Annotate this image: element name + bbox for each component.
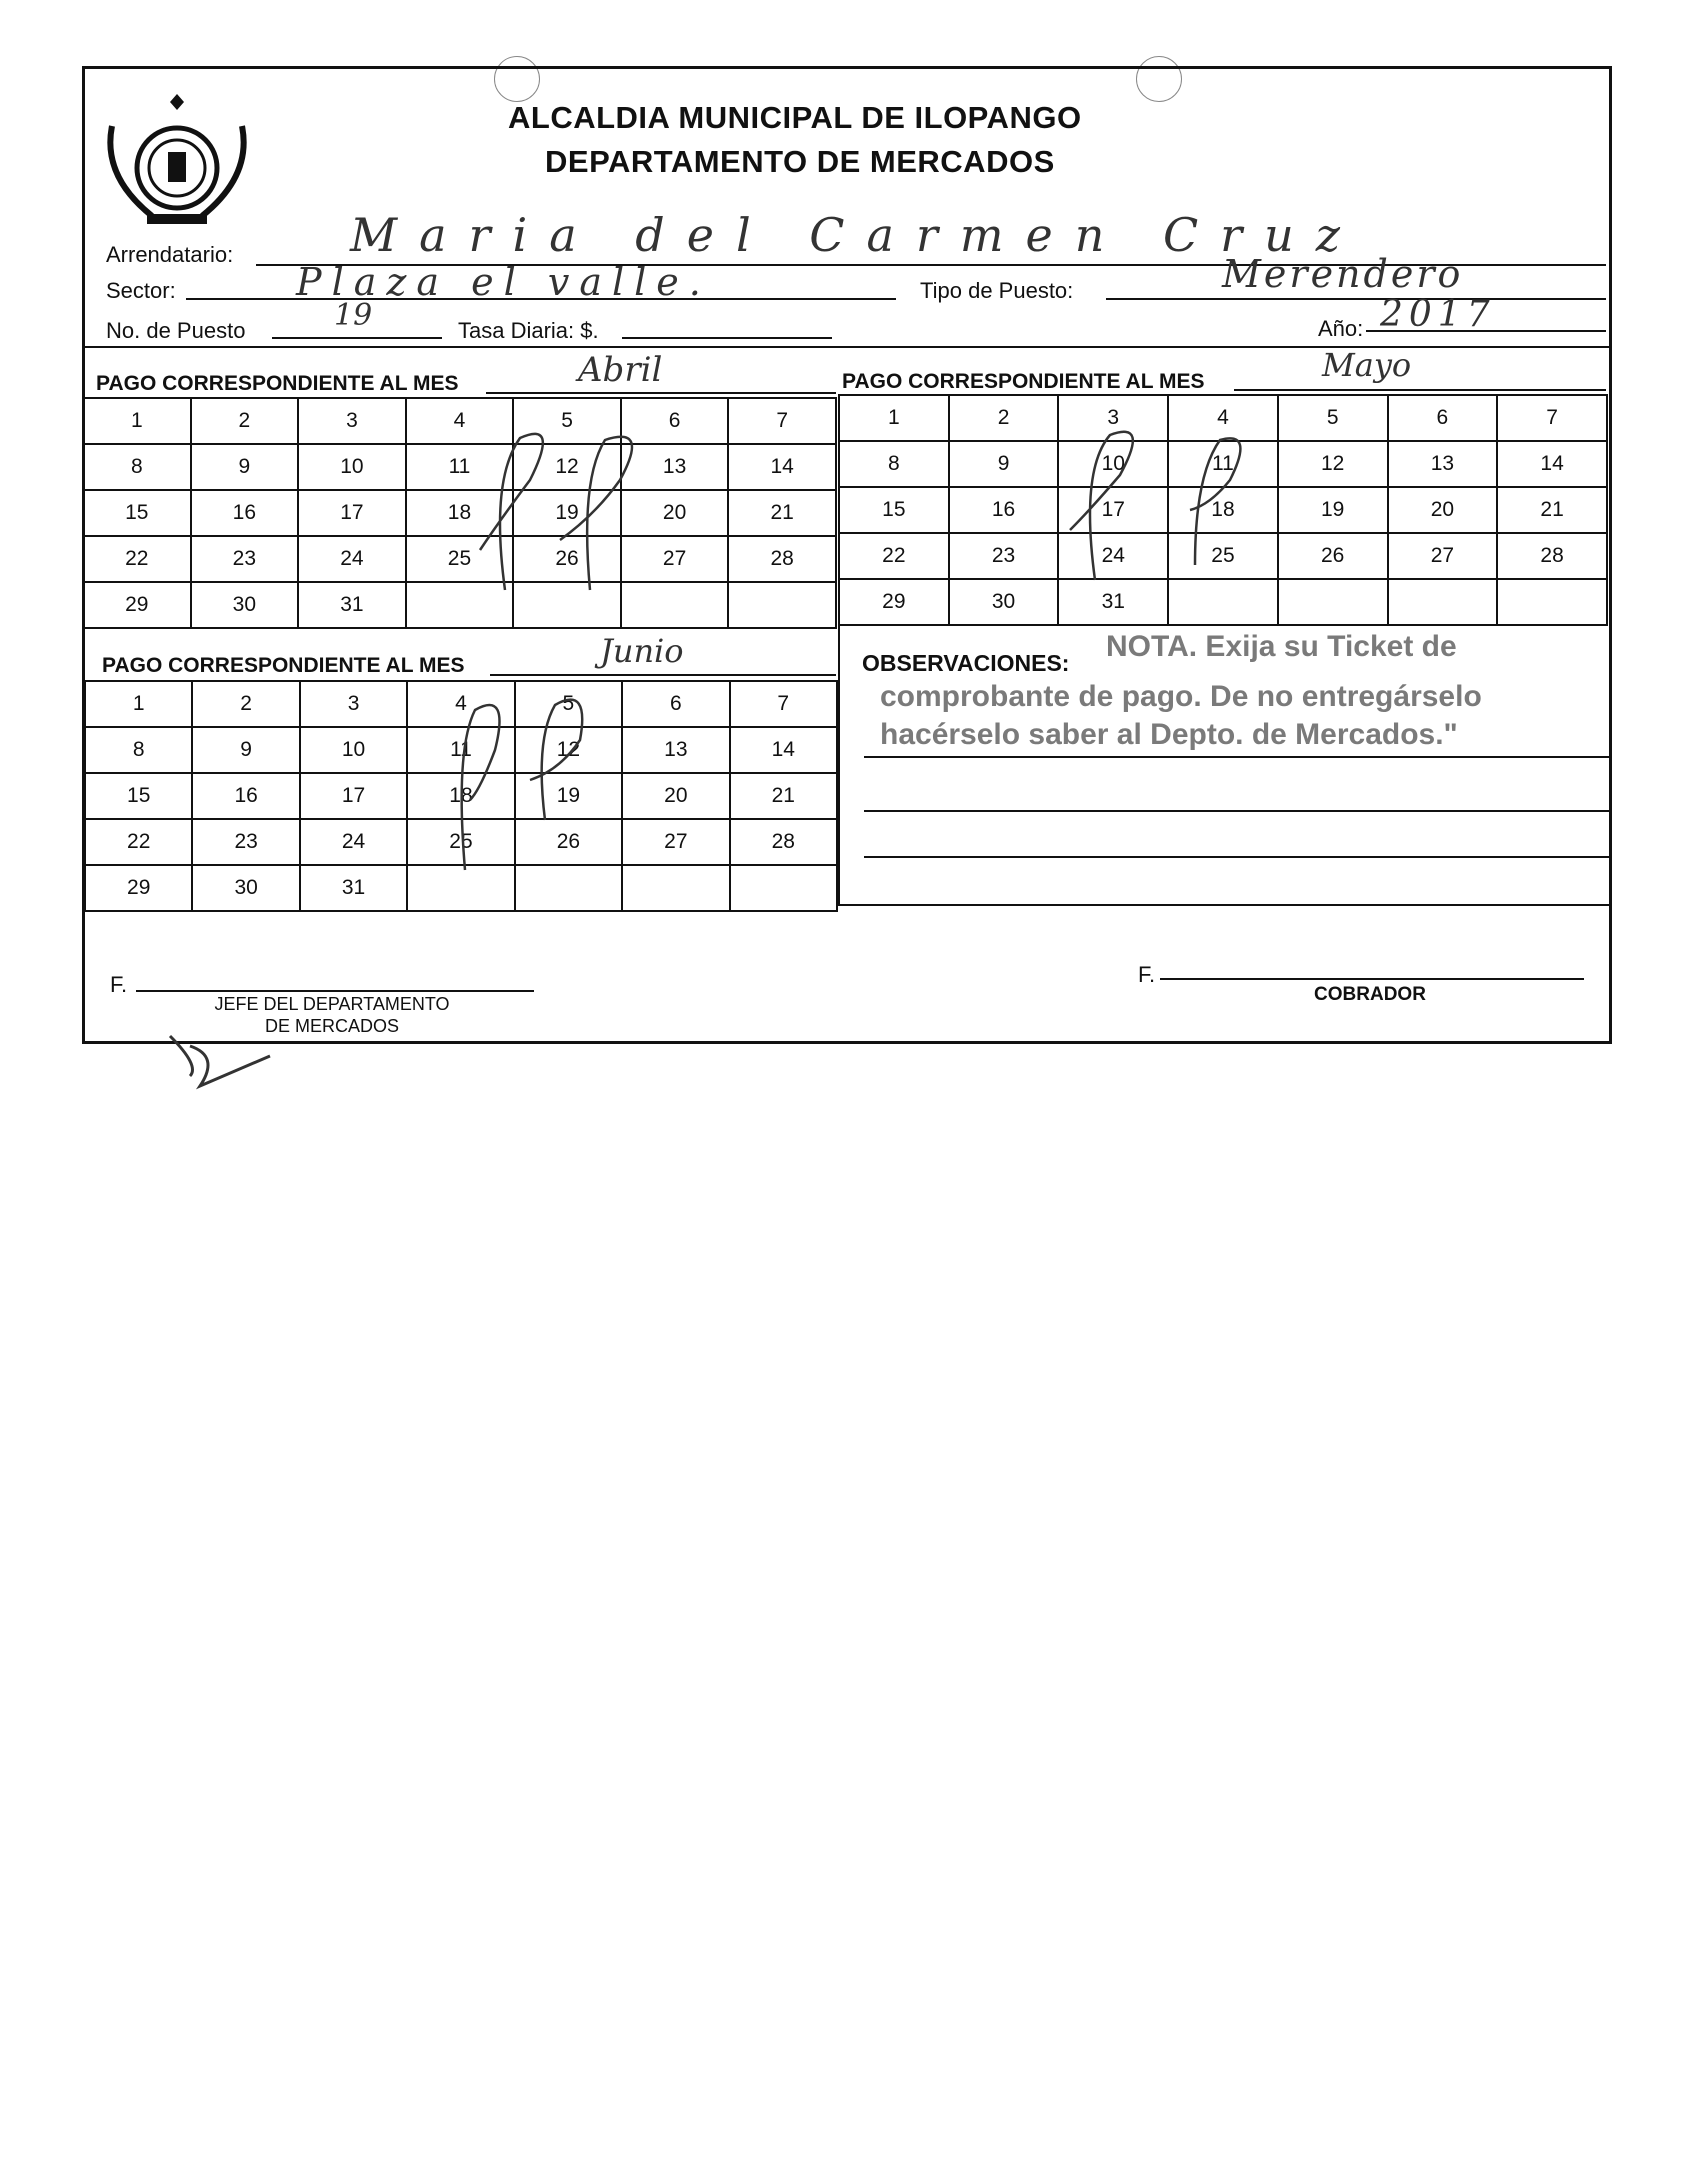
calendar-day-cell: 21	[730, 773, 837, 819]
calendar-day-cell: 7	[1497, 395, 1607, 441]
calendar-day-cell: 11	[407, 727, 514, 773]
calendar-day-cell: 29	[83, 582, 191, 628]
calendar-day-cell: 24	[300, 819, 407, 865]
calendar-day-cell: 2	[191, 398, 299, 444]
calendar-day-cell: 6	[621, 398, 729, 444]
calendar-day-cell: 27	[1388, 533, 1498, 579]
calendar-day-cell: 28	[1497, 533, 1607, 579]
institution-title: ALCALDIA MUNICIPAL DE ILOPANGO	[508, 100, 1082, 135]
calendar-day-cell: 20	[1388, 487, 1498, 533]
calendar-day-cell: 1	[85, 681, 192, 727]
calendar-day-cell: 29	[839, 579, 949, 625]
calendar-day-cell: 19	[513, 490, 621, 536]
calendar-day-cell: 16	[949, 487, 1059, 533]
no-puesto-value: 19	[334, 298, 373, 333]
calendar-day-cell: 5	[515, 681, 622, 727]
calendar-day-cell: 2	[192, 681, 299, 727]
calendar-day-cell: 26	[513, 536, 621, 582]
calendar-day-cell: 30	[949, 579, 1059, 625]
calendar-day-cell: 7	[728, 398, 836, 444]
calendar-day-cell: 7	[730, 681, 837, 727]
calendar-day-cell: 18	[1168, 487, 1278, 533]
calendar-day-cell: 1	[83, 398, 191, 444]
calendar-day-cell: 15	[839, 487, 949, 533]
calendar-day-cell: 8	[83, 444, 191, 490]
calendar-day-cell: 12	[513, 444, 621, 490]
calendar-day-cell: 3	[298, 398, 406, 444]
calendar-day-cell: 10	[298, 444, 406, 490]
calendar-day-cell: 27	[621, 536, 729, 582]
calendar-day-cell: 31	[1058, 579, 1168, 625]
calendar-day-cell: 4	[407, 681, 514, 727]
calendar-day-cell: 21	[728, 490, 836, 536]
municipal-seal-icon	[92, 86, 262, 236]
calendar-day-cell: 18	[406, 490, 514, 536]
calendar-day-cell: 23	[949, 533, 1059, 579]
tasa-diaria-label: Tasa Diaria: $.	[458, 318, 599, 343]
calendar-day-cell: 16	[191, 490, 299, 536]
tipo-puesto-label: Tipo de Puesto:	[920, 278, 1074, 303]
calendar-day-cell: 14	[728, 444, 836, 490]
calendar-day-cell: 15	[85, 773, 192, 819]
calendar-day-cell: 25	[407, 819, 514, 865]
payment-month-label: PAGO CORRESPONDIENTE AL MES	[842, 370, 1205, 393]
calendar-day-cell: 13	[622, 727, 729, 773]
department-title: DEPARTAMENTO DE MERCADOS	[545, 144, 1055, 179]
signature-f-left: F.	[110, 972, 128, 997]
calendar-day-cell: 8	[85, 727, 192, 773]
calendar-day-cell: 17	[300, 773, 407, 819]
calendar-day-cell: 25	[1168, 533, 1278, 579]
calendar-day-cell: 19	[1278, 487, 1388, 533]
calendar-day-cell: 12	[515, 727, 622, 773]
ano-label: Año:	[1318, 316, 1364, 341]
calendar-day-cell: 23	[192, 819, 299, 865]
payment-month-value: Abril	[578, 350, 663, 390]
payment-month-label: PAGO CORRESPONDIENTE AL MES	[96, 372, 459, 395]
calendar-day-cell: 8	[839, 441, 949, 487]
ano-value: 2017	[1380, 294, 1496, 335]
jefe-label-2: DE MERCADOS	[264, 1016, 399, 1036]
sector-value: Plaza el valle.	[296, 260, 711, 304]
calendar-day-cell: 2	[949, 395, 1059, 441]
calendar-day-cell: 11	[1168, 441, 1278, 487]
calendar-day-cell: 13	[621, 444, 729, 490]
cobrador-label: COBRADOR	[1314, 984, 1426, 1005]
calendar-day-cell: 25	[406, 536, 514, 582]
calendar-day-cell: 30	[191, 582, 299, 628]
calendar-day-cell: 24	[1058, 533, 1168, 579]
calendar-day-cell: 6	[622, 681, 729, 727]
calendar-day-cell: 19	[515, 773, 622, 819]
arrendatario-value: Maria del Carmen Cruz	[350, 208, 1363, 262]
calendar-day-cell: 11	[406, 444, 514, 490]
calendar-day-cell: 16	[192, 773, 299, 819]
calendar-day-cell: 23	[191, 536, 299, 582]
handwritten-signature	[160, 1016, 280, 1096]
calendar-day-cell: 26	[1278, 533, 1388, 579]
calendar-day-cell: 3	[1058, 395, 1168, 441]
calendar-day-cell: 22	[85, 819, 192, 865]
calendar-day-cell: 31	[300, 865, 407, 911]
calendar-day-cell: 18	[407, 773, 514, 819]
calendar-day-cell: 22	[839, 533, 949, 579]
sector-label: Sector:	[106, 278, 176, 303]
calendar-day-cell: 22	[83, 536, 191, 582]
calendar-day-cell: 29	[85, 865, 192, 911]
jefe-label-1: JEFE DEL DEPARTAMENTO	[214, 994, 450, 1014]
calendar-day-cell: 10	[1058, 441, 1168, 487]
payment-month-value: Mayo	[1322, 346, 1412, 384]
calendar-day-cell: 20	[621, 490, 729, 536]
calendar-day-cell: 26	[515, 819, 622, 865]
calendar-day-cell: 5	[1278, 395, 1388, 441]
calendar-day-cell: 24	[298, 536, 406, 582]
tipo-puesto-value: Merendero	[1222, 252, 1464, 296]
calendar-day-cell	[1497, 579, 1607, 625]
calendar-day-cell: 12	[1278, 441, 1388, 487]
nota-line-1: NOTA. Exija su Ticket de	[1106, 630, 1457, 663]
calendar-day-cell: 5	[513, 398, 621, 444]
observaciones-label: OBSERVACIONES:	[862, 650, 1070, 676]
calendar-day-cell: 14	[730, 727, 837, 773]
calendar-day-cell: 17	[1058, 487, 1168, 533]
calendar-day-cell: 9	[191, 444, 299, 490]
calendar-day-cell: 3	[300, 681, 407, 727]
nota-line-3: hacérselo saber al Depto. de Mercados."	[880, 718, 1458, 751]
signature-f-right: F.	[1138, 962, 1156, 987]
calendar-day-cell: 31	[298, 582, 406, 628]
calendar-day-cell: 28	[728, 536, 836, 582]
calendar-day-cell: 4	[1168, 395, 1278, 441]
calendar-day-cell: 15	[83, 490, 191, 536]
calendar-day-cell: 13	[1388, 441, 1498, 487]
calendar-day-cell: 14	[1497, 441, 1607, 487]
no-puesto-label: No. de Puesto	[106, 318, 246, 343]
calendar-day-cell: 20	[622, 773, 729, 819]
payment-month-value: Junio	[600, 632, 684, 670]
arrendatario-label: Arrendatario:	[106, 242, 234, 267]
nota-line-2: comprobante de pago. De no entregárselo	[880, 680, 1482, 713]
calendar-day-cell: 9	[192, 727, 299, 773]
calendar-day-cell: 9	[949, 441, 1059, 487]
payment-month-label: PAGO CORRESPONDIENTE AL MES	[102, 654, 465, 677]
calendar-day-cell: 6	[1388, 395, 1498, 441]
calendar-day-cell: 1	[839, 395, 949, 441]
calendar-day-cell: 4	[406, 398, 514, 444]
calendar-day-cell: 10	[300, 727, 407, 773]
calendar-day-cell: 27	[622, 819, 729, 865]
calendar-day-cell: 28	[730, 819, 837, 865]
calendar-day-cell: 30	[192, 865, 299, 911]
calendar-day-cell: 21	[1497, 487, 1607, 533]
calendar-day-cell: 17	[298, 490, 406, 536]
